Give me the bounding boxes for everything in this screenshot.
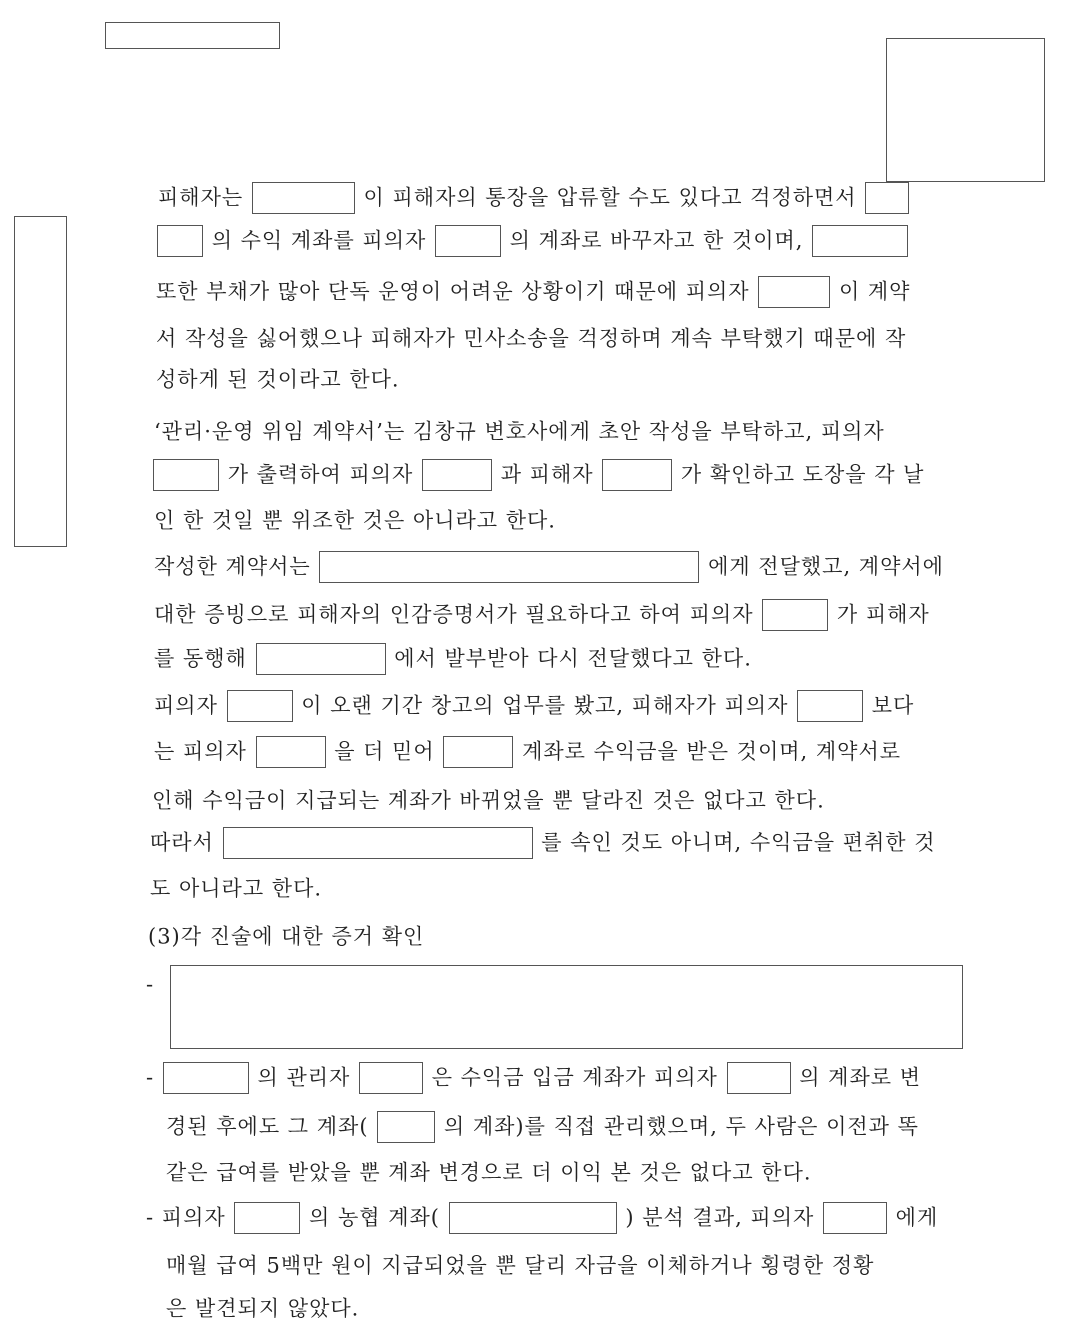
text: 보다 xyxy=(871,693,915,718)
text: 의 계좌)를 직접 관리했으며, 두 사람은 이전과 똑 xyxy=(443,1114,919,1139)
paragraph-5-line-1 xyxy=(150,824,936,860)
text: 은 발견되지 않았다. xyxy=(166,1296,360,1321)
redacted-name xyxy=(602,459,672,491)
text: 같은 급여를 받았을 뿐 계좌 변경으로 더 이익 본 것은 없다고 한다. xyxy=(166,1160,812,1185)
text: 인해 수익금이 지급되는 계좌가 바뀌었을 뿐 달라진 것은 없다고 한다. xyxy=(152,788,825,813)
section-heading xyxy=(148,918,424,954)
redacted-name xyxy=(727,1062,791,1094)
text: 대한 증빙으로 피해자의 인감증명서가 필요하다고 하여 피의자 xyxy=(154,602,754,627)
redacted-name xyxy=(223,827,533,859)
paragraph-5-line-2 xyxy=(150,870,322,906)
paragraph-3-line-3 xyxy=(154,640,752,676)
paragraph-4-line-2 xyxy=(154,733,901,769)
text: 경된 후에도 그 계좌( xyxy=(166,1114,369,1139)
text: 피의자 xyxy=(154,693,218,718)
text: 이 계약 xyxy=(838,279,911,304)
redacted-name xyxy=(797,690,863,722)
text: 이 오랜 기간 창고의 업무를 봤고, 피해자가 피의자 xyxy=(301,693,789,718)
paragraph-4-line-1 xyxy=(154,687,914,723)
text: 에서 발부받아 다시 전달했다고 한다. xyxy=(394,646,752,671)
paragraph-2-line-3 xyxy=(154,502,556,538)
text: 계좌로 수익금을 받은 것이며, 계약서로 xyxy=(522,739,902,764)
redacted-name xyxy=(823,1202,887,1234)
text: 를 동행해 xyxy=(154,646,247,671)
redacted-name xyxy=(153,459,219,491)
redacted-name xyxy=(435,225,501,257)
redacted-name xyxy=(163,1062,249,1094)
redacted-name xyxy=(758,276,830,308)
bullet-1-dash xyxy=(146,966,154,1002)
text: 가 피해자 xyxy=(836,602,930,627)
redacted-name xyxy=(422,459,492,491)
text: 이 피해자의 통장을 압류할 수도 있다고 걱정하면서 xyxy=(363,185,857,210)
paragraph-2-line-2 xyxy=(152,456,924,492)
text: 에게 xyxy=(895,1205,939,1230)
redacted-account xyxy=(449,1202,617,1234)
redacted-name xyxy=(227,690,293,722)
text: 매월 급여 5백만 원이 지급되었을 뿐 달리 자금을 이체하거나 횡령한 정황 xyxy=(166,1253,875,1278)
text: 의 관리자 xyxy=(257,1065,351,1090)
dash: - xyxy=(146,972,155,997)
text: 가 출력하여 피의자 xyxy=(227,462,414,487)
dash: - xyxy=(146,1205,155,1230)
text: ) 분석 결과, 피의자 xyxy=(625,1205,815,1230)
paragraph-4-line-3 xyxy=(152,782,825,818)
text: 피해자는 xyxy=(158,185,244,210)
paragraph-1-line-4 xyxy=(156,320,906,356)
text: 의 계좌로 바꾸자고 한 것이며, xyxy=(509,228,804,253)
bullet-3-line-1 xyxy=(146,1199,938,1235)
text: 성하게 된 것이라고 한다. xyxy=(156,367,400,392)
text: 피의자 xyxy=(161,1205,226,1230)
text: (3)각 진술에 대한 증거 확인 xyxy=(148,924,425,949)
redacted-name xyxy=(256,736,326,768)
text: 의 수익 계좌를 피의자 xyxy=(211,228,427,253)
text: 는 피의자 xyxy=(154,739,247,764)
redacted-header-box xyxy=(105,22,280,49)
redacted-name xyxy=(157,225,203,257)
bullet-2-line-3 xyxy=(166,1154,812,1190)
text: 의 계좌로 변 xyxy=(799,1065,921,1090)
bullet-2-line-1 xyxy=(146,1059,921,1095)
redacted-name xyxy=(359,1062,423,1094)
bullet-2-line-2 xyxy=(166,1108,919,1144)
text: ‘관리·운영 위임 계약서’는 김창규 변호사에게 초안 작성을 부탁하고, 피의자 xyxy=(154,419,885,444)
redacted-place xyxy=(256,643,386,675)
text: 은 수익금 입금 계좌가 피의자 xyxy=(431,1065,718,1090)
redacted-name xyxy=(443,736,513,768)
redacted-name xyxy=(319,551,699,583)
bullet-3-line-3 xyxy=(166,1290,359,1326)
paragraph-2-line-1 xyxy=(154,413,885,449)
dash: - xyxy=(146,1065,155,1090)
text: 의 농협 계좌( xyxy=(309,1205,441,1230)
text: 을 더 믿어 xyxy=(334,739,435,764)
redacted-bullet-1-block xyxy=(170,965,963,1049)
paragraph-1-line-3 xyxy=(156,273,910,309)
redacted-name xyxy=(234,1202,300,1234)
text: 서 작성을 싫어했으나 피해자가 민사소송을 걱정하며 계속 부탁했기 때문에 작 xyxy=(156,326,907,351)
text: 작성한 계약서는 xyxy=(154,554,311,579)
text: 에게 전달했고, 계약서에 xyxy=(708,554,944,579)
redacted-name xyxy=(762,599,828,631)
text: 또한 부채가 많아 단독 운영이 어려운 상황이기 때문에 피의자 xyxy=(156,279,750,304)
text: 과 피해자 xyxy=(500,462,594,487)
text: 인 한 것일 뿐 위조한 것은 아니라고 한다. xyxy=(154,508,556,533)
bullet-3-line-2 xyxy=(166,1247,874,1283)
redacted-stamp-box xyxy=(886,38,1045,182)
redacted-name xyxy=(377,1111,435,1143)
text: 가 확인하고 도장을 각 날 xyxy=(680,462,925,487)
redacted-side-box xyxy=(14,216,67,547)
text: 를 속인 것도 아니며, 수익금을 편취한 것 xyxy=(541,830,936,855)
text: 도 아니라고 한다. xyxy=(150,876,323,901)
redacted-name xyxy=(865,182,909,214)
paragraph-3-line-1 xyxy=(154,548,944,584)
redacted-name xyxy=(812,225,908,257)
paragraph-3-line-2 xyxy=(154,596,930,632)
paragraph-1-line-2 xyxy=(156,222,909,258)
paragraph-1-line-5 xyxy=(156,361,400,397)
paragraph-1-line-1 xyxy=(158,179,910,215)
text: 따라서 xyxy=(150,830,214,855)
redacted-name xyxy=(252,182,355,214)
